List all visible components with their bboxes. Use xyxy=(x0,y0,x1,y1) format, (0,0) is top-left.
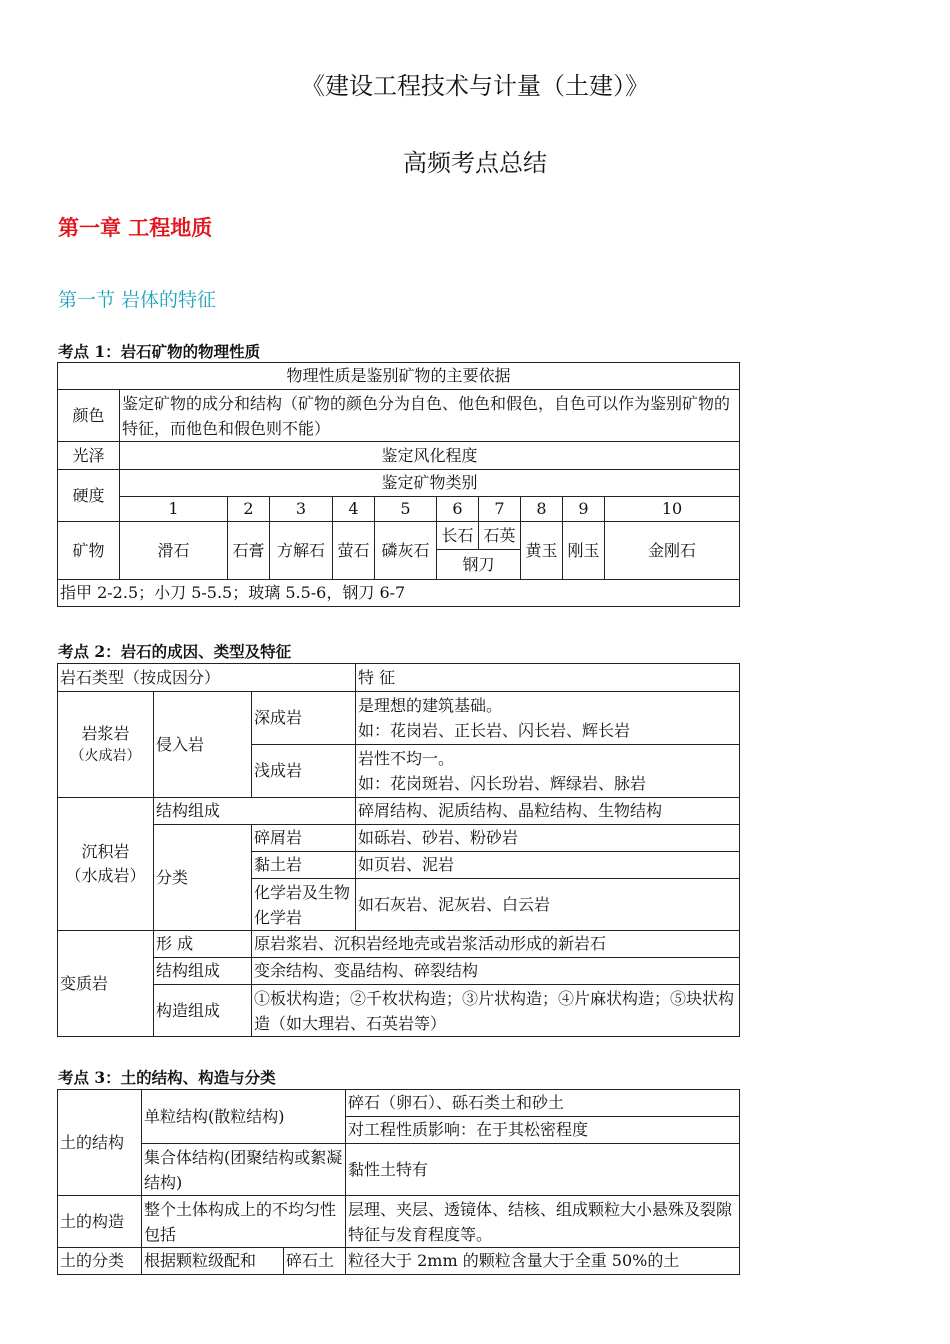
scale-cell: 6 xyxy=(437,497,479,522)
color-label: 颜色 xyxy=(58,390,120,442)
scale-cell: 5 xyxy=(375,497,437,522)
shallow-label: 浅成岩 xyxy=(252,745,356,798)
chapter-heading: 第一章 工程地质 xyxy=(58,216,213,240)
igneous-label: 岩浆岩 xyxy=(81,724,130,743)
sed-structure-label: 结构组成 xyxy=(154,798,356,825)
meta-structure-label: 结构组成 xyxy=(154,958,252,985)
gravel-soil-feature: 粒径大于 2mm 的颗粒含量大于全重 50%的土 xyxy=(346,1248,740,1275)
document-title: 《建设工程技术与计量（土建）》 xyxy=(301,72,649,100)
soil-classify-label: 土的分类 xyxy=(58,1248,142,1275)
scale-cell: 9 xyxy=(563,497,605,522)
hardness-text: 鉴定矿物类别 xyxy=(120,470,740,497)
clastic-label: 碎屑岩 xyxy=(252,825,356,852)
shallow-feature xyxy=(356,745,740,798)
luster-text: 鉴定风化程度 xyxy=(120,442,740,470)
kd1-heading: 考点 1：岩石矿物的物理性质 xyxy=(58,342,261,361)
soil-fabric-desc: 整个土体构成上的不均匀性包括 xyxy=(142,1196,346,1248)
mineral-cell: 长石 xyxy=(437,522,479,550)
chem-label: 化学岩及生物化学岩 xyxy=(252,879,356,931)
scale-cell: 7 xyxy=(479,497,521,522)
mineral-cell: 石英 xyxy=(479,522,521,550)
clastic-feature: 如砾岩、砂岩、粉砂岩 xyxy=(356,825,740,852)
deep-label: 深成岩 xyxy=(252,692,356,745)
meta-form-feature: 原岩浆岩、沉积岩经地壳或岩浆活动形成的新岩石 xyxy=(252,931,740,958)
meta-texture-feature: ①板状构造；②千枚状构造；③片状构造；④片麻状构造；⑤块状构造（如大理岩、石英岩等） xyxy=(252,985,740,1037)
sed-class-label: 分类 xyxy=(154,825,252,931)
kd1-top-row: 物理性质是鉴别矿物的主要依据 xyxy=(58,363,740,390)
kd2-heading: 考点 2：岩石的成因、类型及特征 xyxy=(58,642,292,661)
meta-structure-feature: 变余结构、变晶结构、碎裂结构 xyxy=(252,958,740,985)
scale-cell: 1 xyxy=(120,497,228,522)
soil-table xyxy=(57,1089,740,1275)
hardness-label: 硬度 xyxy=(58,470,120,522)
mineral-label: 矿物 xyxy=(58,522,120,580)
mineral-cell: 石膏 xyxy=(228,522,270,580)
scale-cell: 4 xyxy=(333,497,375,522)
scale-cell: 10 xyxy=(605,497,740,522)
chem-feature: 如石灰岩、泥灰岩、白云岩 xyxy=(356,879,740,931)
shallow-feature-line1: 岩性不均一。 xyxy=(358,749,455,768)
mineral-cell: 滑石 xyxy=(120,522,228,580)
meta-form-label: 形 成 xyxy=(154,931,252,958)
deep-feature xyxy=(356,692,740,745)
document-subtitle: 高频考点总结 xyxy=(403,149,547,177)
mineral-cell: 磷灰石 xyxy=(375,522,437,580)
mineral-properties-table xyxy=(57,362,740,607)
section-heading: 第一节 岩体的特征 xyxy=(58,289,217,311)
deep-feature-line2: 如：花岗岩、正长岩、闪长岩、辉长岩 xyxy=(358,721,631,740)
soil-fabric-label: 土的构造 xyxy=(58,1196,142,1248)
igneous-cell xyxy=(58,692,154,798)
aggregate-feature: 黏性土特有 xyxy=(346,1144,740,1196)
color-text: 鉴定矿物的成分和结构（矿物的颜色分为自色、他色和假色，自色可以作为鉴别矿物的特征，而他色和假色则不能） xyxy=(120,390,740,442)
mineral-cell: 黄玉 xyxy=(521,522,563,580)
mineral-cell: 刚玉 xyxy=(563,522,605,580)
header-rock-type: 岩石类型（按成因分） xyxy=(58,664,356,692)
header-feature: 特 征 xyxy=(356,664,740,692)
sedimentary-sub-label: （水成岩） xyxy=(65,866,146,885)
mineral-cell: 萤石 xyxy=(333,522,375,580)
meta-texture-label: 构造组成 xyxy=(154,985,252,1037)
hardness-reference: 指甲 2-2.5；小刀 5-5.5；玻璃 5.5-6，钢刀 6-7 xyxy=(58,580,740,607)
shallow-feature-line2: 如：花岗斑岩、闪长玢岩、辉绿岩、脉岩 xyxy=(358,774,647,793)
kd3-heading: 考点 3：土的结构、构造与分类 xyxy=(58,1068,276,1087)
scale-cell: 8 xyxy=(521,497,563,522)
single-grain-feature-2: 对工程性质影响：在于其松密程度 xyxy=(346,1117,740,1144)
single-grain-label: 单粒结构(散粒结构) xyxy=(142,1090,346,1144)
soil-fabric-feature: 层理、夹层、透镜体、结核、组成颗粒大小悬殊及裂隙特征与发育程度等。 xyxy=(346,1196,740,1248)
soil-structure-label: 土的结构 xyxy=(58,1090,142,1196)
gravel-soil-label: 碎石土 xyxy=(284,1248,346,1275)
igneous-sub-label: （火成岩） xyxy=(70,748,141,764)
scale-cell: 3 xyxy=(270,497,333,522)
clay-label: 黏土岩 xyxy=(252,852,356,879)
mineral-cell: 方解石 xyxy=(270,522,333,580)
sedimentary-cell xyxy=(58,798,154,931)
sed-structure-feature: 碎屑结构、泥质结构、晶粒结构、生物结构 xyxy=(356,798,740,825)
deep-feature-line1: 是理想的建筑基础。 xyxy=(358,696,503,715)
clay-feature: 如页岩、泥岩 xyxy=(356,852,740,879)
scale-cell: 2 xyxy=(228,497,270,522)
steel-knife-cell: 钢刀 xyxy=(437,550,521,580)
rock-types-table xyxy=(57,663,740,1037)
intrusive-label: 侵入岩 xyxy=(154,692,252,798)
aggregate-label: 集合体结构(团聚结构或絮凝结构) xyxy=(142,1144,346,1196)
soil-classify-basis: 根据颗粒级配和 xyxy=(142,1248,284,1275)
metamorphic-label: 变质岩 xyxy=(58,931,154,1037)
luster-label: 光泽 xyxy=(58,442,120,470)
single-grain-feature-1: 碎石（卵石）、砾石类土和砂土 xyxy=(346,1090,740,1117)
mineral-cell: 金刚石 xyxy=(605,522,740,580)
sedimentary-label: 沉积岩 xyxy=(81,842,130,861)
